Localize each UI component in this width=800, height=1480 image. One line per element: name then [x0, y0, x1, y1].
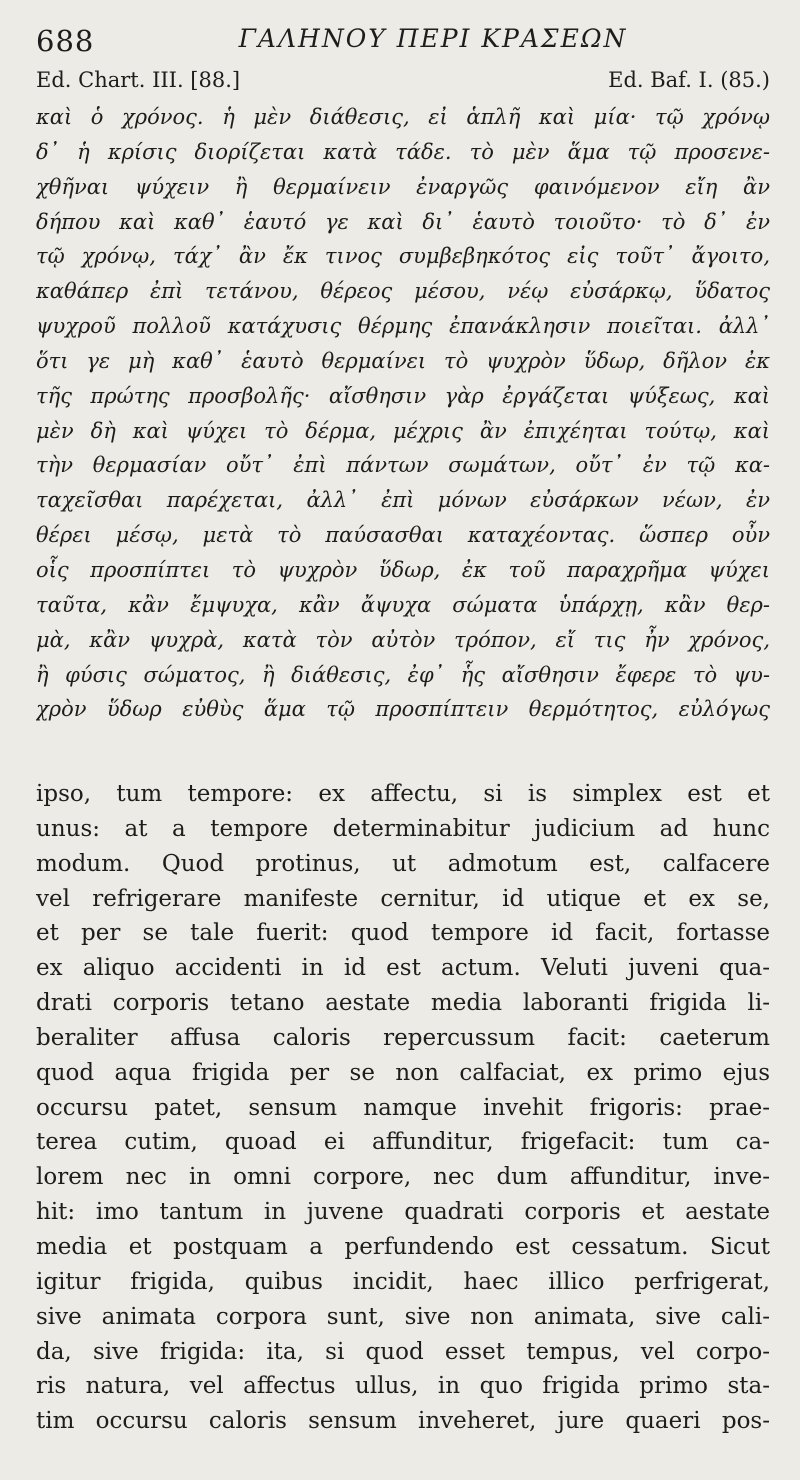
greek-text-line: τὴν θερμασίαν οὔτ᾽ ἐπὶ πάντων σωμάτων, οὔτ᾽ ἐν τῷ κα-: [36, 453, 770, 478]
latin-text-line: igitur frigida, quibus incidit, haec illico perfrigerat,: [36, 1268, 770, 1295]
greek-text-line: καὶ ὁ χρόνος. ἡ μὲν διάθεσις, εἰ ἁπλῆ καὶ μία· τῷ χρόνῳ: [36, 105, 770, 129]
greek-text-line: μὲν δὴ καὶ ψύχει τὸ δέρμα, μέχρις ἂν ἐπιχέηται τούτῳ, καὶ: [36, 418, 770, 443]
greek-text-line: τῆς πρώτης προσβολῆς· αἴσθησιν γὰρ ἐργάζεται ψύξεως, καὶ: [36, 383, 770, 408]
latin-text-line: sive animata corpora sunt, sive non animata, sive cali-: [36, 1303, 770, 1330]
greek-text-line: δήπου καὶ καθ᾽ ἑαυτό γε καὶ δι᾽ ἑαυτὸ τοιοῦτο· τὸ δ᾽ ἐν: [36, 209, 770, 234]
edition-reference-right: Ed. Baf. I. (85.): [608, 68, 770, 92]
greek-text-line: δ᾽ ἡ κρίσις διορίζεται κατὰ τάδε. τὸ μὲν ἅμα τῷ προσενε-: [36, 139, 770, 164]
greek-text-line: τῷ χρόνῳ, τάχ᾽ ἂν ἔκ τινος συμβεβηκότος εἰς τοῦτ᾽ ἄγοιτο,: [36, 244, 770, 269]
latin-text-line: quod aqua frigida per se non calfaciat, ex primo ejus: [36, 1059, 770, 1086]
latin-text-line: beraliter affusa caloris repercussum facit: caeterum: [36, 1024, 770, 1051]
latin-text-line: terea cutim, quoad ei affunditur, frigefacit: tum ca-: [36, 1129, 770, 1156]
latin-text-line: et per se tale fuerit: quod tempore id facit, fortasse: [36, 920, 770, 947]
greek-text-line: ὅτι γε μὴ καθ᾽ ἑαυτὸ θερμαίνει τὸ ψυχρὸν ὕδωρ, δῆλον ἐκ: [36, 348, 770, 373]
greek-text-block: [36, 100, 770, 727]
greek-text-line: ταχεῖσθαι παρέχεται, ἀλλ᾽ ἐπὶ μόνων εὐσάρκων νέων, ἐν: [36, 488, 770, 513]
greek-text-line: χθῆναι ψύχειν ἢ θερμαίνειν ἐναργῶς φαινόμενον εἴη ἂν: [36, 174, 770, 199]
greek-text-line: ἢ φύσις σώματος, ἢ διάθεσις, ἐφ᾽ ἧς αἴσθησιν ἔφερε τὸ ψυ-: [36, 662, 770, 687]
latin-text-line: drati corporis tetano aestate media laboranti frigida li-: [36, 990, 770, 1017]
greek-text-line: θέρει μέσῳ, μετὰ τὸ παύσασθαι καταχέοντας. ὥσπερ οὖν: [36, 523, 770, 548]
greek-text-line: ταῦτα, κἂν ἔμψυχα, κἂν ἄψυχα σώματα ὑπάρχῃ, κἂν θερ-: [36, 592, 770, 617]
latin-text-line: media et postquam a perfundendo est cessatum. Sicut: [36, 1233, 770, 1260]
latin-text-line: ipso, tum tempore: ex affectu, si is simplex est et: [36, 781, 770, 807]
latin-text-block: [36, 777, 770, 1439]
greek-text-line: καθάπερ ἐπὶ τετάνου, θέρεος μέσου, νέῳ εὐσάρκῳ, ὕδατος: [36, 279, 770, 304]
latin-text-line: tim occursu caloris sensum inveheret, jure quaeri pos-: [36, 1408, 770, 1435]
latin-text-line: vel refrigerare manifeste cernitur, id utique et ex se,: [36, 885, 770, 912]
greek-text-line: μὰ, κἂν ψυχρὰ, κατὰ τὸν αὐτὸν τρόπον, εἴ τις ἦν χρόνος,: [36, 627, 770, 652]
latin-text-line: da, sive frigida: ita, si quod esset tempus, vel corpo-: [36, 1338, 770, 1365]
page-number: 688: [36, 24, 95, 58]
edition-references: [36, 68, 770, 96]
latin-text-line: modum. Quod protinus, ut admotum est, calfacere: [36, 850, 770, 877]
greek-text-line: ψυχροῦ πολλοῦ κατάχυσις θέρμης ἐπανάκλησιν ποιεῖται. ἀλλ᾽: [36, 314, 770, 339]
greek-text-line: χρὸν ὕδωρ εὐθὺς ἅμα τῷ προσπίπτειν θερμότητος, εὐλόγως: [36, 697, 770, 722]
edition-reference-left: Ed. Chart. III. [88.]: [36, 68, 241, 92]
latin-text-line: unus: at a tempore determinabitur judicium ad hunc: [36, 815, 770, 842]
running-title: ΓΑΛΗΝΟΥ ΠΕΡΙ ΚΡΑΣΕΩΝ: [238, 24, 628, 53]
latin-text-line: lorem nec in omni corpore, nec dum affunditur, inve-: [36, 1164, 770, 1191]
latin-text-line: ex aliquo accidenti in id est actum. Veluti juveni qua-: [36, 955, 770, 982]
greek-text-line: οἷς προσπίπτει τὸ ψυχρὸν ὕδωρ, ἐκ τοῦ παραχρῆμα ψύχει: [36, 557, 770, 582]
latin-text-line: ris natura, vel affectus ullus, in quo frigida primo sta-: [36, 1373, 770, 1400]
latin-text-line: occursu patet, sensum namque invehit frigoris: prae-: [36, 1094, 770, 1121]
latin-text-line: hit: imo tantum in juvene quadrati corporis et aestate: [36, 1199, 770, 1226]
running-head: [36, 24, 770, 60]
